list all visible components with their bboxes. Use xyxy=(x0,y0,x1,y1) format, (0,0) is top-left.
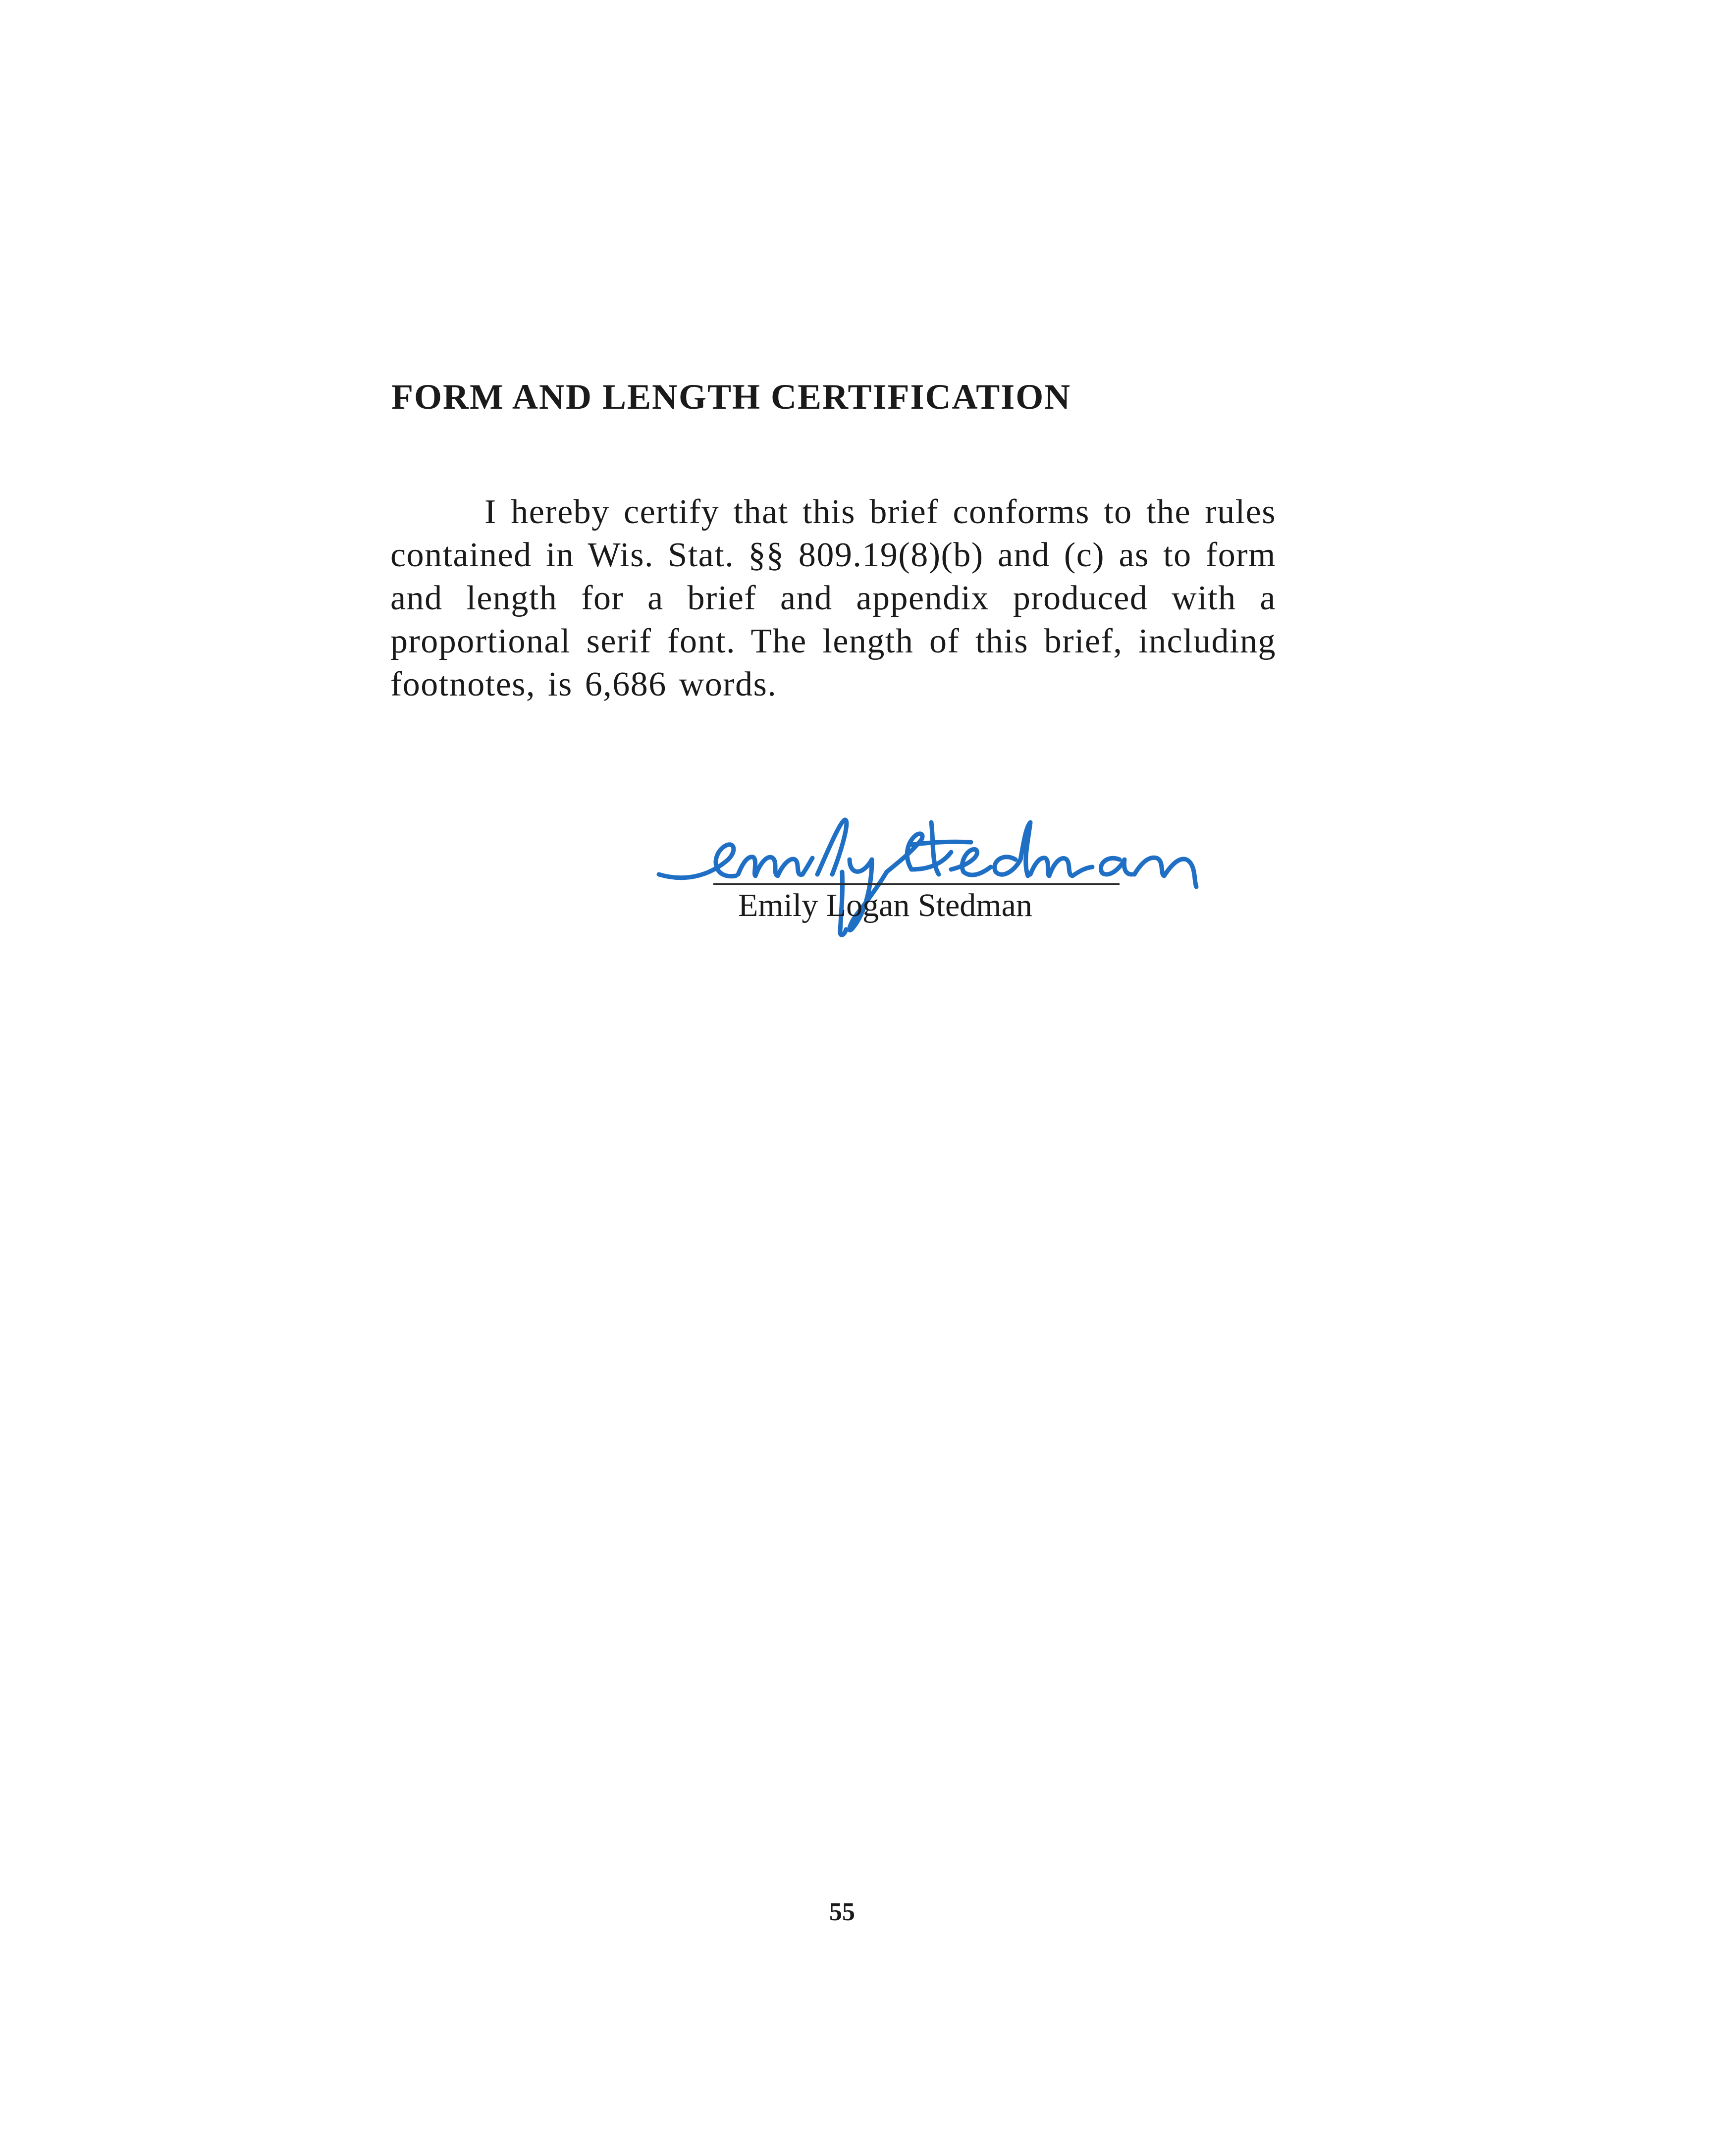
page-number: 55 xyxy=(829,1898,855,1926)
certification-paragraph: I hereby certify that this brief conforms to the rules contained in Wis. Stat. §§ 809.19(8)(b) and (c) as to form and length for a brief and appendix produced with a proportional serif font. The length of this brief, including footnotes, is 6,686 words. xyxy=(390,493,1276,703)
signature-line xyxy=(713,883,1120,885)
page-title: FORM AND LENGTH CERTIFICATION xyxy=(391,377,1071,417)
signer-name: Emily Logan Stedman xyxy=(738,887,1032,923)
